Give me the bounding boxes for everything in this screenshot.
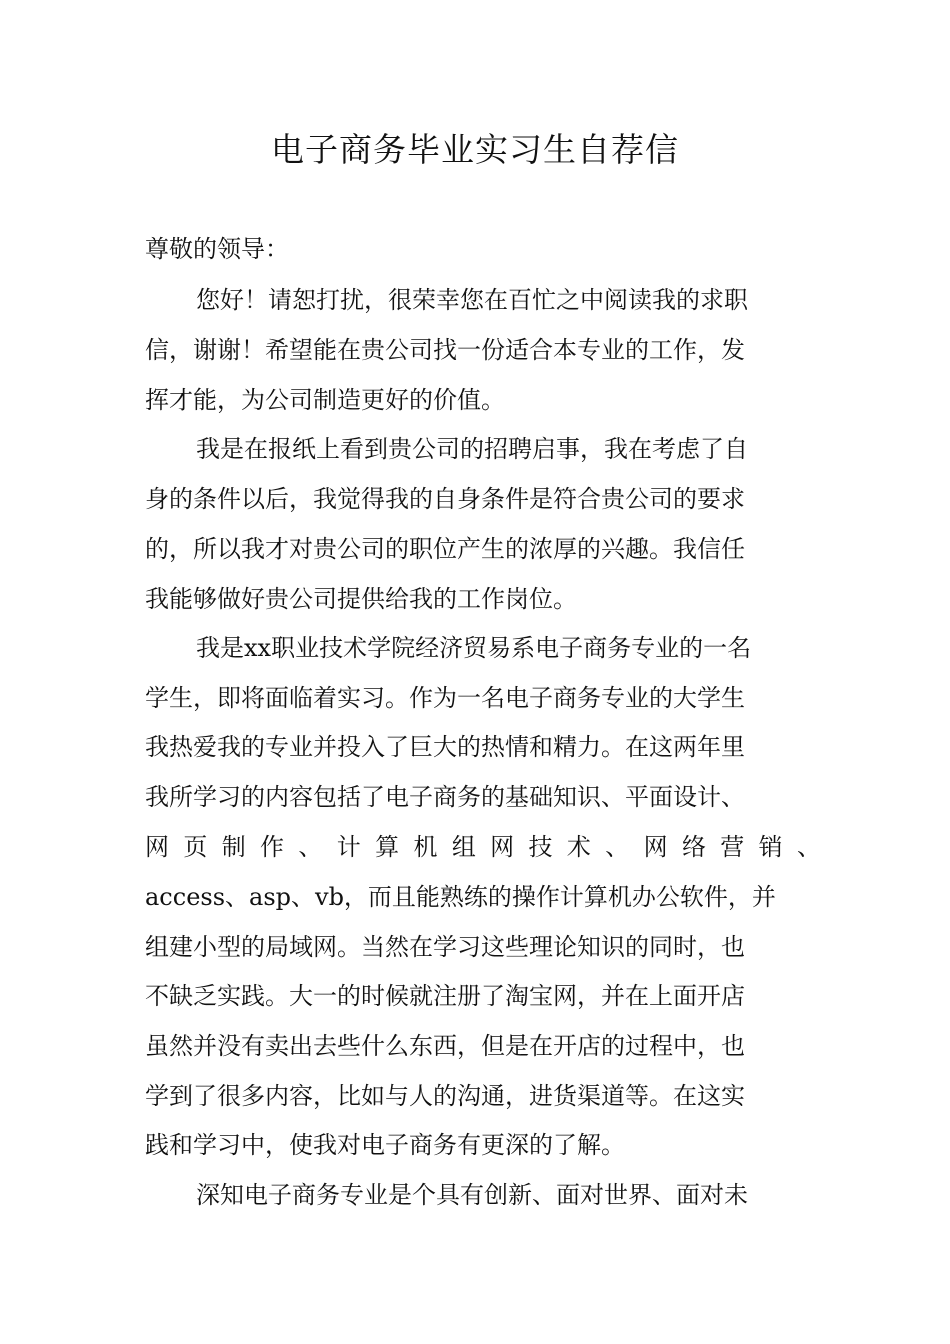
body-line: 信，谢谢！希望能在贵公司找一份适合本专业的工作，发 [145,336,745,364]
body-line: 我热爱我的专业并投入了巨大的热情和精力。在这两年里 [145,733,745,761]
body-line: 的，所以我才对贵公司的职位产生的浓厚的兴趣。我信任 [145,535,745,563]
body-line: 学生，即将面临着实习。作为一名电子商务专业的大学生 [145,684,745,712]
body-line: 深知电子商务专业是个具有创新、面对世界、面对未 [196,1181,748,1209]
body-line: 组建小型的局域网。当然在学习这些理论知识的同时，也 [145,933,745,961]
body-line: 您好！请恕打扰，很荣幸您在百忙之中阅读我的求职 [196,286,748,314]
body-line: 我是在报纸上看到贵公司的招聘启事，我在考虑了自 [196,435,748,463]
body-line: 我所学习的内容包括了电子商务的基础知识、平面设计、 [145,783,745,811]
body-line: 践和学习中，使我对电子商务有更深的了解。 [145,1131,625,1159]
body-line: 虽然并没有卖出去些什么东西，但是在开店的过程中，也 [145,1032,745,1060]
body-line: access、asp、vb，而且能熟练的操作计算机办公软件，并 [145,883,776,911]
body-line: 我能够做好贵公司提供给我的工作岗位。 [145,585,577,613]
body-line: 网页制作、计算机组网技术、网络营销、 [145,833,821,861]
body-line: 学到了很多内容，比如与人的沟通，进货渠道等。在这实 [145,1082,745,1110]
body-line: 我是xx职业技术学院经济贸易系电子商务专业的一名 [196,634,752,662]
body-line: 不缺乏实践。大一的时候就注册了淘宝网，并在上面开店 [145,982,745,1010]
body-line: 身的条件以后，我觉得我的自身条件是符合贵公司的要求 [145,485,745,513]
body-line: 挥才能，为公司制造更好的价值。 [145,386,505,414]
document-title: 电子商务毕业实习生自荐信 [271,130,679,169]
salutation: 尊敬的领导： [145,235,289,263]
